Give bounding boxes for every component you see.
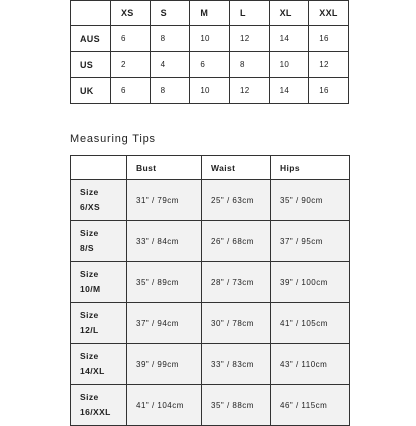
size-label-line2: 6/XS [80, 202, 101, 212]
hips-value: 46" / 115cm [271, 385, 350, 426]
measurements-header-row [71, 156, 350, 180]
hips-value: 41" / 105cm [271, 303, 350, 344]
waist-value: 30" / 78cm [202, 303, 271, 344]
header-bust: Bust [127, 156, 202, 180]
hips-value: 43" / 110cm [271, 344, 350, 385]
measurements-table [70, 155, 350, 426]
hips-value: 39" / 100cm [271, 262, 350, 303]
table-cell: 6 [190, 52, 230, 78]
size-label-line1: Size [80, 269, 99, 279]
size-label-line2: 14/XL [80, 366, 105, 376]
region-label-us: US [71, 52, 111, 78]
table-cell: 10 [190, 26, 230, 52]
table-row [71, 385, 350, 426]
waist-value: 26" / 68cm [202, 221, 271, 262]
section-title: Measuring Tips [70, 133, 156, 145]
table-cell: 14 [269, 78, 309, 104]
hips-value: 37" / 95cm [271, 221, 350, 262]
waist-value: 33" / 83cm [202, 344, 271, 385]
size-header-xl: XL [269, 1, 309, 26]
table-cell: 16 [309, 78, 349, 104]
size-label-line2: 10/M [80, 284, 101, 294]
size-header-l: L [229, 1, 269, 26]
table-cell: 4 [150, 52, 190, 78]
table-row [71, 262, 350, 303]
size-header-xs: XS [111, 1, 151, 26]
table-cell: 8 [150, 26, 190, 52]
size-label [71, 262, 127, 303]
table-cell: 12 [229, 26, 269, 52]
table-row [71, 180, 350, 221]
size-label-line1: Size [80, 187, 99, 197]
waist-value: 28" / 73cm [202, 262, 271, 303]
waist-value: 25" / 63cm [202, 180, 271, 221]
bust-value: 33" / 84cm [127, 221, 202, 262]
hips-value: 35" / 90cm [271, 180, 350, 221]
size-label [71, 180, 127, 221]
bust-value: 41" / 104cm [127, 385, 202, 426]
table-row [71, 344, 350, 385]
table-cell: 12 [229, 78, 269, 104]
table-row [71, 221, 350, 262]
header-waist: Waist [202, 156, 271, 180]
table-cell: 16 [309, 26, 349, 52]
table-cell: 12 [309, 52, 349, 78]
table-cell: 2 [111, 52, 151, 78]
table-row [71, 52, 349, 78]
size-label-line1: Size [80, 228, 99, 238]
size-label [71, 303, 127, 344]
size-label-line2: 16/XXL [80, 407, 111, 417]
corner-cell [71, 156, 127, 180]
size-conversion-table [70, 0, 349, 104]
table-cell: 8 [229, 52, 269, 78]
region-label-aus: AUS [71, 26, 111, 52]
size-label-line2: 8/S [80, 243, 94, 253]
bust-value: 31" / 79cm [127, 180, 202, 221]
table-cell: 10 [190, 78, 230, 104]
bust-value: 35" / 89cm [127, 262, 202, 303]
size-label-line1: Size [80, 351, 99, 361]
size-header-m: M [190, 1, 230, 26]
size-header-row [71, 1, 349, 26]
table-cell: 6 [111, 26, 151, 52]
size-label-line1: Size [80, 392, 99, 402]
table-cell: 14 [269, 26, 309, 52]
size-label-line1: Size [80, 310, 99, 320]
size-header-xxl: XXL [309, 1, 349, 26]
waist-value: 35" / 88cm [202, 385, 271, 426]
size-label [71, 385, 127, 426]
region-label-uk: UK [71, 78, 111, 104]
bust-value: 39" / 99cm [127, 344, 202, 385]
table-cell: 8 [150, 78, 190, 104]
corner-cell [71, 1, 111, 26]
header-hips: Hips [271, 156, 350, 180]
size-label-line2: 12/L [80, 325, 99, 335]
size-label [71, 221, 127, 262]
table-row [71, 78, 349, 104]
table-cell: 6 [111, 78, 151, 104]
table-row [71, 303, 350, 344]
table-cell: 10 [269, 52, 309, 78]
size-header-s: S [150, 1, 190, 26]
table-row [71, 26, 349, 52]
bust-value: 37" / 94cm [127, 303, 202, 344]
size-label [71, 344, 127, 385]
